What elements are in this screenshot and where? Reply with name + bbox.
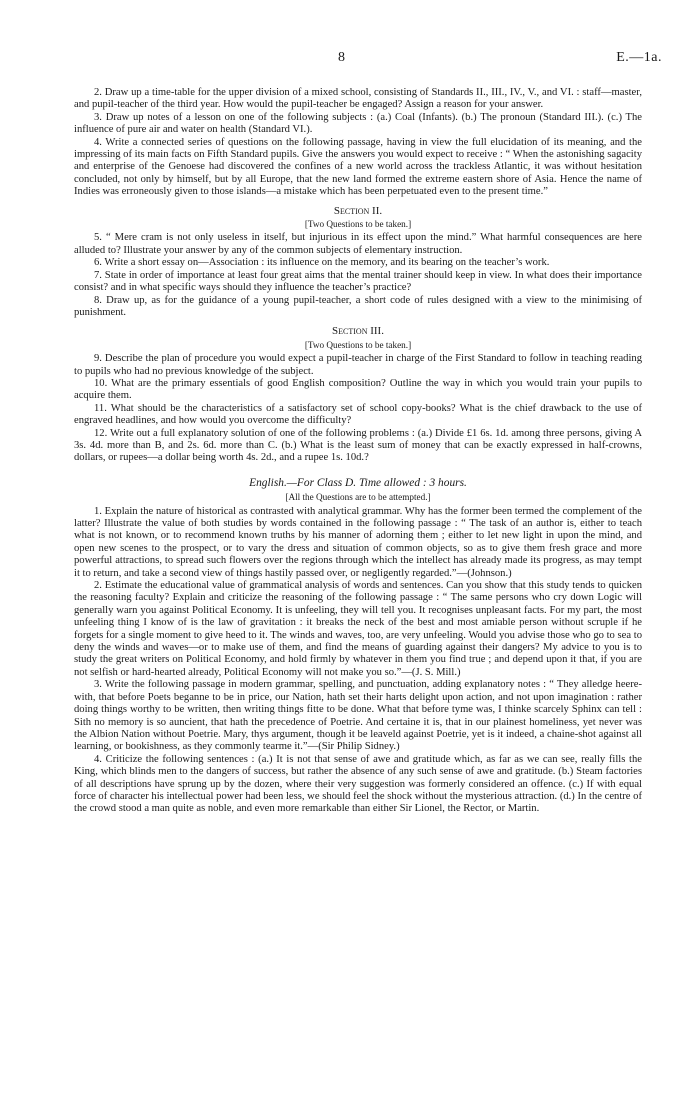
question-2: 2. Draw up a time-table for the upper division of a mixed school, consisting of Standards II., III., IV., V., and VI. : staff—master, and pupil-teacher of the third year. How would the pupil-teacher be engaged? Assign a reason for your answer. (74, 87, 642, 111)
english-paper-note: [All the Questions are to be attempted.] (285, 492, 431, 503)
section-2-title: Section II. (333, 204, 383, 217)
section-2-note: [Two Questions to be taken.] (304, 219, 412, 230)
english-question-2: 2. Estimate the educational value of grammatical analysis of words and sentences. Can you show that this study tends to quicken the reasoning faculty? Explain and criticize the reasoning of the following passage : “ The same persons who cry down Logic will generally warn you against Political Economy. It is unfeeling, they will tell you. It recognises unpleasant facts. For my part, the most unfeeling thing I know of is the law of gravitation : it breaks the neck of the best and most amiable person without scruple if he forgets for a single moment to give heed to it. The winds and waves, too, are very unfeeling. Would you advise those who go to sea to deny the winds and waves—or to make use of them, and find the means of guarding against their dangers? My advice to you is to study the great writers on Political Economy, and hold firmly by whatever in them you find true ; and depend upon it that, if you are not selfish or hard-hearted already, Political Economy will not make you so.”—(J. S. Mill.) (74, 580, 642, 678)
section-3-title: Section III. (332, 325, 384, 338)
english-paper-title: English.—For Class D. Time allowed : 3 hours. (249, 476, 467, 489)
question-9: 9. Describe the plan of procedure you would expect a pupil-teacher in charge of the First Standard to follow in teaching reading to pupils who had no previous knowledge of the subject. (74, 353, 642, 377)
intro-questions (74, 87, 642, 199)
question-12: 12. Write out a full explanatory solution of one of the following problems : (a.) Divide £1 6s. 1d. among three persons, giving A 3s. 4d. more than B, and 2s. 6d. more than C. (b.) What is the least sum of money that can be exactly expressed in half-crowns, dollars, or rupees—a dollar being worth 4s. 2d., and a rupee 1s. 10d.? (74, 427, 642, 464)
question-8: 8. Draw up, as for the guidance of a young pupil-teacher, a short code of rules designed with a view to the minimising of punishment. (74, 294, 642, 318)
document-reference: E.—1a. (616, 50, 662, 65)
question-6: 6. Write a short essay on—Association : its influence on the memory, and its bearing on the teacher’s work. (94, 257, 550, 269)
question-3: 3. Draw up notes of a lesson on one of the following subjects : (a.) Coal (Infants). (b.) The pronoun (Standard III.). (c.) The influence of pure air and water on health (Standard VI.). (74, 111, 642, 136)
question-4: 4. Write a connected series of questions on the following passage, having in view the full elucidation of its meaning, and the impressing of its main facts on Fifth Standard pupils. Give the answers you would expect to receive : “ When the astonishing sagacity and enterprise of the Genoese had discovered the confines of a new world across the trackless Atlantic, it was without hesitation concluded, not only by himself, but by all Europe, that the new land formed the extreme eastern shore of Asia. Hence the name of Indies was erroneously given to those islands—a mistake which has been perpetuated even to the present time.” (74, 136, 642, 198)
english-question-3: 3. Write the following passage in modern grammar, spelling, and punctuation, adding explanatory notes : “ They alledge heere-with, that before Poets beganne to be in price, our Nation, hath set their harts delight upon action, and not upon imagination : rather doing things worthy to be written, then writing things fitte to be done. What that before tyme was, I thinke scarcely Sphinx can tell : Sith no memory is so auncient, that hath the precedence of Poetrie. And certaine it is, that in our plainest homeliness, yet never was the Albion Nation without Poetrie. Mary, thys argument, though it be leaveld against Poetrie, yet is it indeed, a chaine-shot against all learning, or bookishness, as they commonly tearme it.”—(Sir Philip Sidney.) (74, 679, 642, 753)
section-3-note: [Two Questions to be taken.] (304, 339, 412, 350)
english-question-1: 1. Explain the nature of historical as contrasted with analytical grammar. Why has the former been termed the complement of the latter? Illustrate the value of both studies by words contained in the following passage : “ The task of an author is, either to teach what is not known, or to recommend known truths by his manner of adorning them ; either to let new light in upon the mind, and open new scenes to the prospect, or to vary the dress and situation of common objects, so as to give them fresh grace and more powerful attractions, to spread such flowers over the regions through which the intellect has already made its progress, as may tempt it to return, and take a second view of things hastily passed over, or negligently regarded.”—(Johnson.) (74, 505, 642, 579)
english-question-4: 4. Criticize the following sentences : (a.) It is not that sense of awe and gratitude which, as far as we can see, really fills the King, which blinds men to the dangers of success, but rather the absence of any such sense of awe and gratitude. (b.) Steam factories of all descriptions have sprung up by the dozen, where their very suggestion was formerly considered an offence. (c.) If with equal force of character his intellectual power had been less, we should feel the shock without the mysterious attraction. (d.) In the centre of the crowd stood a man quite as noble, and even more remarkable than either Sir Lionel, the Rector, or Martin. (74, 753, 642, 815)
page-number: 8 (338, 50, 345, 65)
question-10: 10. What are the primary essentials of good English composition? Outline the way in which you would train your pupils to acquire them. (74, 377, 642, 402)
question-5: 5. “ Mere cram is not only useless in itself, but injurious in its effect upon the mind.” What harmful consequences are here alluded to? Illustrate your answer by any of the common subjects of elementary instruction. (74, 232, 642, 256)
question-7: 7. State in order of importance at least four great aims that the mental trainer should keep in view. In what does their importance consist? and in what specific ways should they influence the teacher’s practice? (74, 269, 642, 294)
question-11: 11. What should be the characteristics of a satisfactory set of school copy-books? What is the chief drawback to the use of engraved headlines, and how would you overcome the difficulty? (74, 402, 642, 427)
